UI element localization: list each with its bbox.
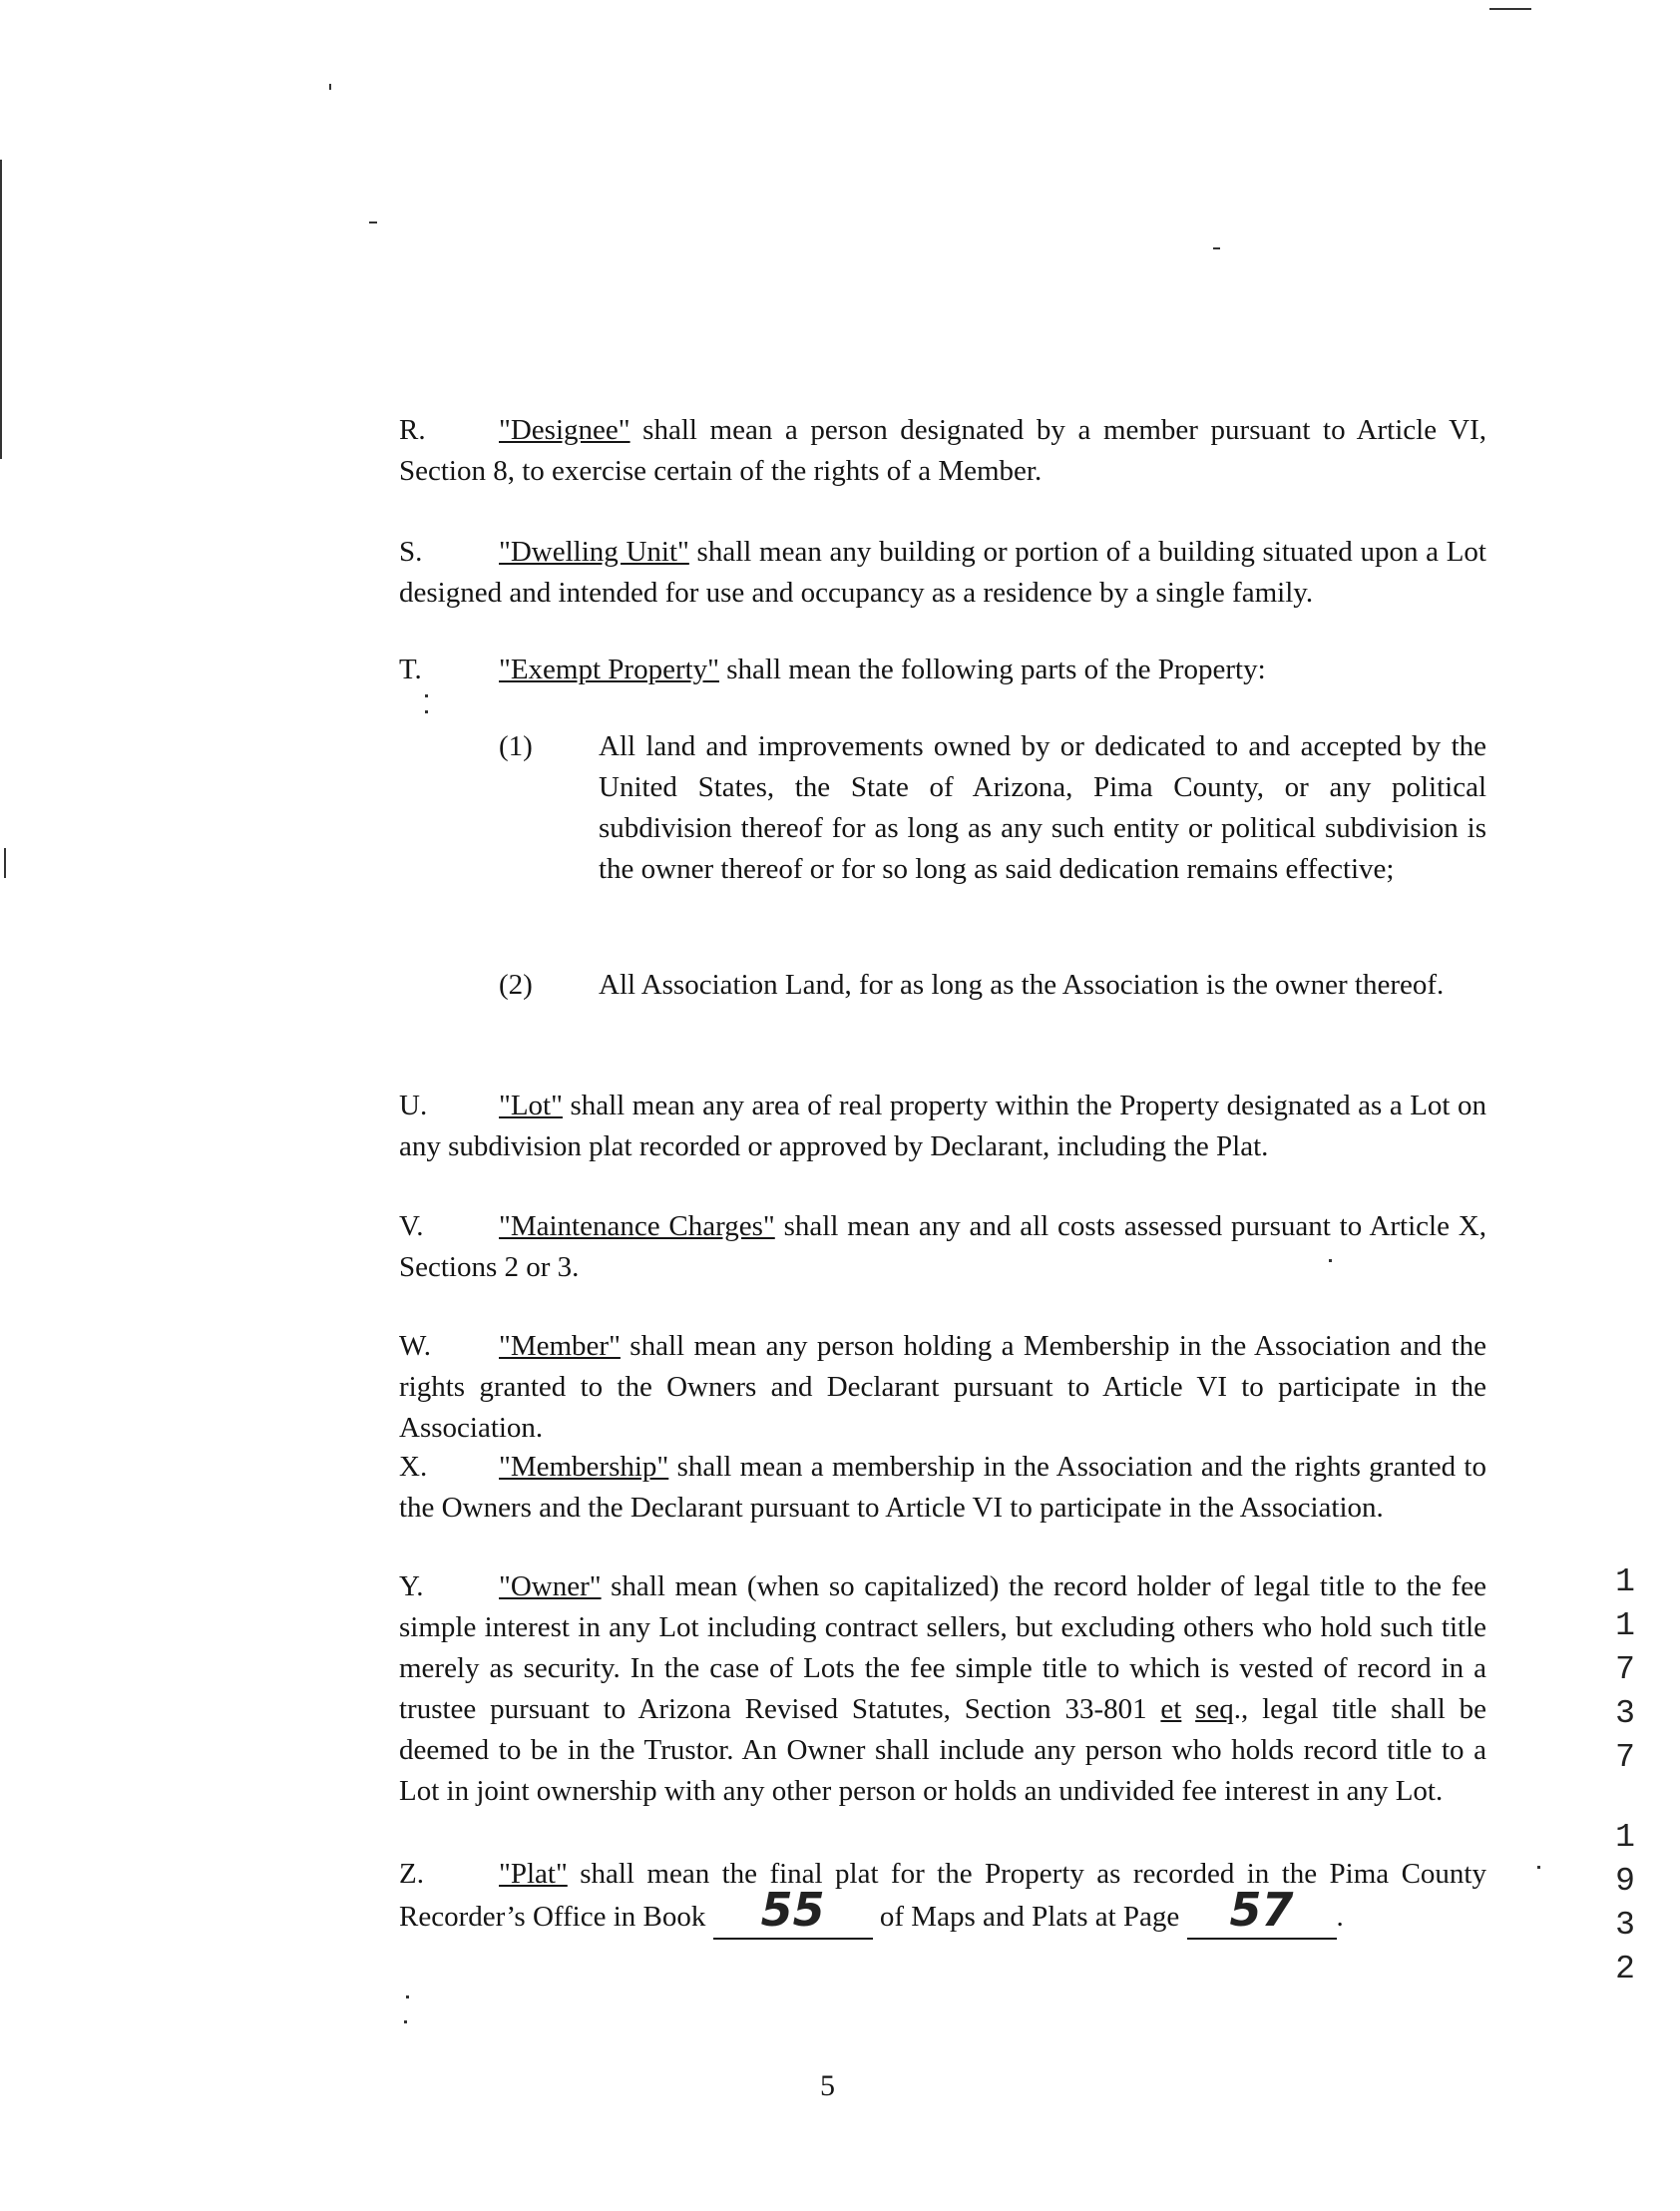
defined-term: "Plat" [499, 1858, 568, 1890]
item-text: All Association Land, for as long as the Association is the owner thereof. [599, 969, 1445, 1001]
scan-mark [425, 710, 428, 713]
defined-term: "Dwelling Unit" [499, 536, 689, 568]
defined-term: "Member" [499, 1330, 621, 1362]
stamp-digit: 1 [1615, 1607, 1635, 1644]
scan-mark [369, 221, 377, 223]
scan-mark [404, 2020, 407, 2023]
definition-letter: Z. [399, 1858, 424, 1890]
definition-letter: T. [399, 654, 422, 685]
defined-term: "Maintenance Charges" [499, 1210, 775, 1242]
definition-text: shall mean (when so capitalized) the record holder of legal title to the fee simple interest in any Lot including contract sellers, but excluding others who hold such title merely as security. In the case of Lots the fee simple title to which is vested of record in a trustee pursuant to Arizona Revised Statutes, Section 33-801 [399, 1570, 1486, 1725]
book-number-field [713, 1883, 873, 1940]
stamp-digit: 2 [1615, 1951, 1635, 1988]
scan-mark [4, 848, 6, 878]
page-number: 5 [820, 2069, 835, 2102]
definition-exempt-property [190, 650, 1486, 690]
scan-mark [1489, 8, 1531, 10]
exempt-property-item-2 [499, 965, 1486, 1006]
item-number: (2) [499, 969, 533, 1001]
stamp-digit: 9 [1615, 1863, 1635, 1900]
scan-mark [406, 1995, 409, 1998]
scan-mark [1329, 1259, 1332, 1262]
definition-owner [190, 1566, 1486, 1812]
definition-letter: Y. [399, 1570, 424, 1602]
stamp-digit: 3 [1615, 1907, 1635, 1944]
scan-mark [425, 694, 428, 697]
item-text: All land and improvements owned by or dedicated to and accepted by the United States, the State of Arizona, Pima County, or any political subdivision thereof for as long as any such entity or political subdivision is the owner thereof or for so long as said dedication remains effective; [599, 730, 1486, 885]
recording-stamp [1610, 1560, 1640, 1991]
definition-letter: R. [399, 414, 426, 446]
stamp-digit: 7 [1615, 1739, 1635, 1776]
definition-text-continued: ., legal title shall be deemed to be in the Trustor. An Owner shall include any person who holds record title to a Lot in joint ownership with any other person or holds an undivided fee interest in any Lot. [399, 1693, 1487, 1807]
scan-mark [1213, 247, 1220, 249]
definition-text: shall mean any area of real property within the Property designated as a Lot on any subdivision plat recorded or approved by Declarant, including the Plat. [399, 1090, 1486, 1162]
definition-text: shall mean any building or portion of a building situated upon a Lot designed and intended for use and occupancy as a residence by a single family. [399, 536, 1486, 609]
definition-text-middle: of Maps and Plats at Page [872, 1901, 1187, 1933]
definition-letter: V. [399, 1210, 424, 1242]
definition-text: shall mean any person holding a Membership in the Association and the rights granted to the Owners and Declarant pursuant to Article VI to participate in the Association. [399, 1330, 1486, 1444]
definition-letter: S. [399, 536, 423, 568]
definition-member [190, 1326, 1486, 1449]
definition-letter: W. [399, 1330, 431, 1362]
definition-text: shall mean any and all costs assessed pursuant to Article X, Sections 2 or 3. [399, 1210, 1486, 1283]
et-abbrev: et [1160, 1693, 1182, 1725]
definition-text: shall mean a membership in the Association and the rights granted to the Owners and the Declarant pursuant to Article VI to participate in the Association. [399, 1451, 1486, 1524]
scan-mark [1537, 1866, 1540, 1869]
definition-letter: U. [399, 1090, 428, 1121]
stamp-digit: 3 [1615, 1695, 1635, 1732]
page-number-field [1187, 1883, 1337, 1940]
defined-term: "Membership" [499, 1451, 669, 1483]
definition-designee [190, 410, 1486, 492]
definition-plat [190, 1854, 1486, 1940]
definition-text-end: . [1336, 1901, 1344, 1933]
definition-text: shall mean a person designated by a member pursuant to Article VI, Section 8, to exercise certain of the rights of a Member. [399, 414, 1486, 487]
definition-dwelling-unit [190, 532, 1486, 614]
defined-term: "Owner" [499, 1570, 602, 1602]
scan-edge-mark [0, 160, 2, 459]
definition-membership [190, 1447, 1486, 1529]
defined-term: "Exempt Property" [499, 654, 719, 685]
definition-letter: X. [399, 1451, 428, 1483]
stamp-digit: 1 [1615, 1563, 1635, 1600]
exempt-property-item-1 [499, 726, 1486, 890]
definition-text: shall mean the final plat for the Property as recorded in the Pima County Recorder’s Office in Book [399, 1858, 1486, 1933]
scan-mark [329, 84, 331, 90]
stamp-digit: 1 [1615, 1819, 1635, 1856]
defined-term: "Lot" [499, 1090, 563, 1121]
handwritten-book-number: 55 [760, 1883, 825, 1937]
handwritten-page-number: 57 [1229, 1883, 1294, 1937]
definition-text: shall mean the following parts of the Property: [719, 654, 1266, 685]
stamp-gap [1610, 1780, 1640, 1816]
item-number: (1) [499, 730, 533, 762]
stamp-digit: 7 [1615, 1651, 1635, 1688]
defined-term: "Designee" [499, 414, 630, 446]
definition-lot [190, 1086, 1486, 1167]
definition-maintenance-charges [190, 1206, 1486, 1288]
seq-abbrev: seq [1195, 1693, 1234, 1725]
